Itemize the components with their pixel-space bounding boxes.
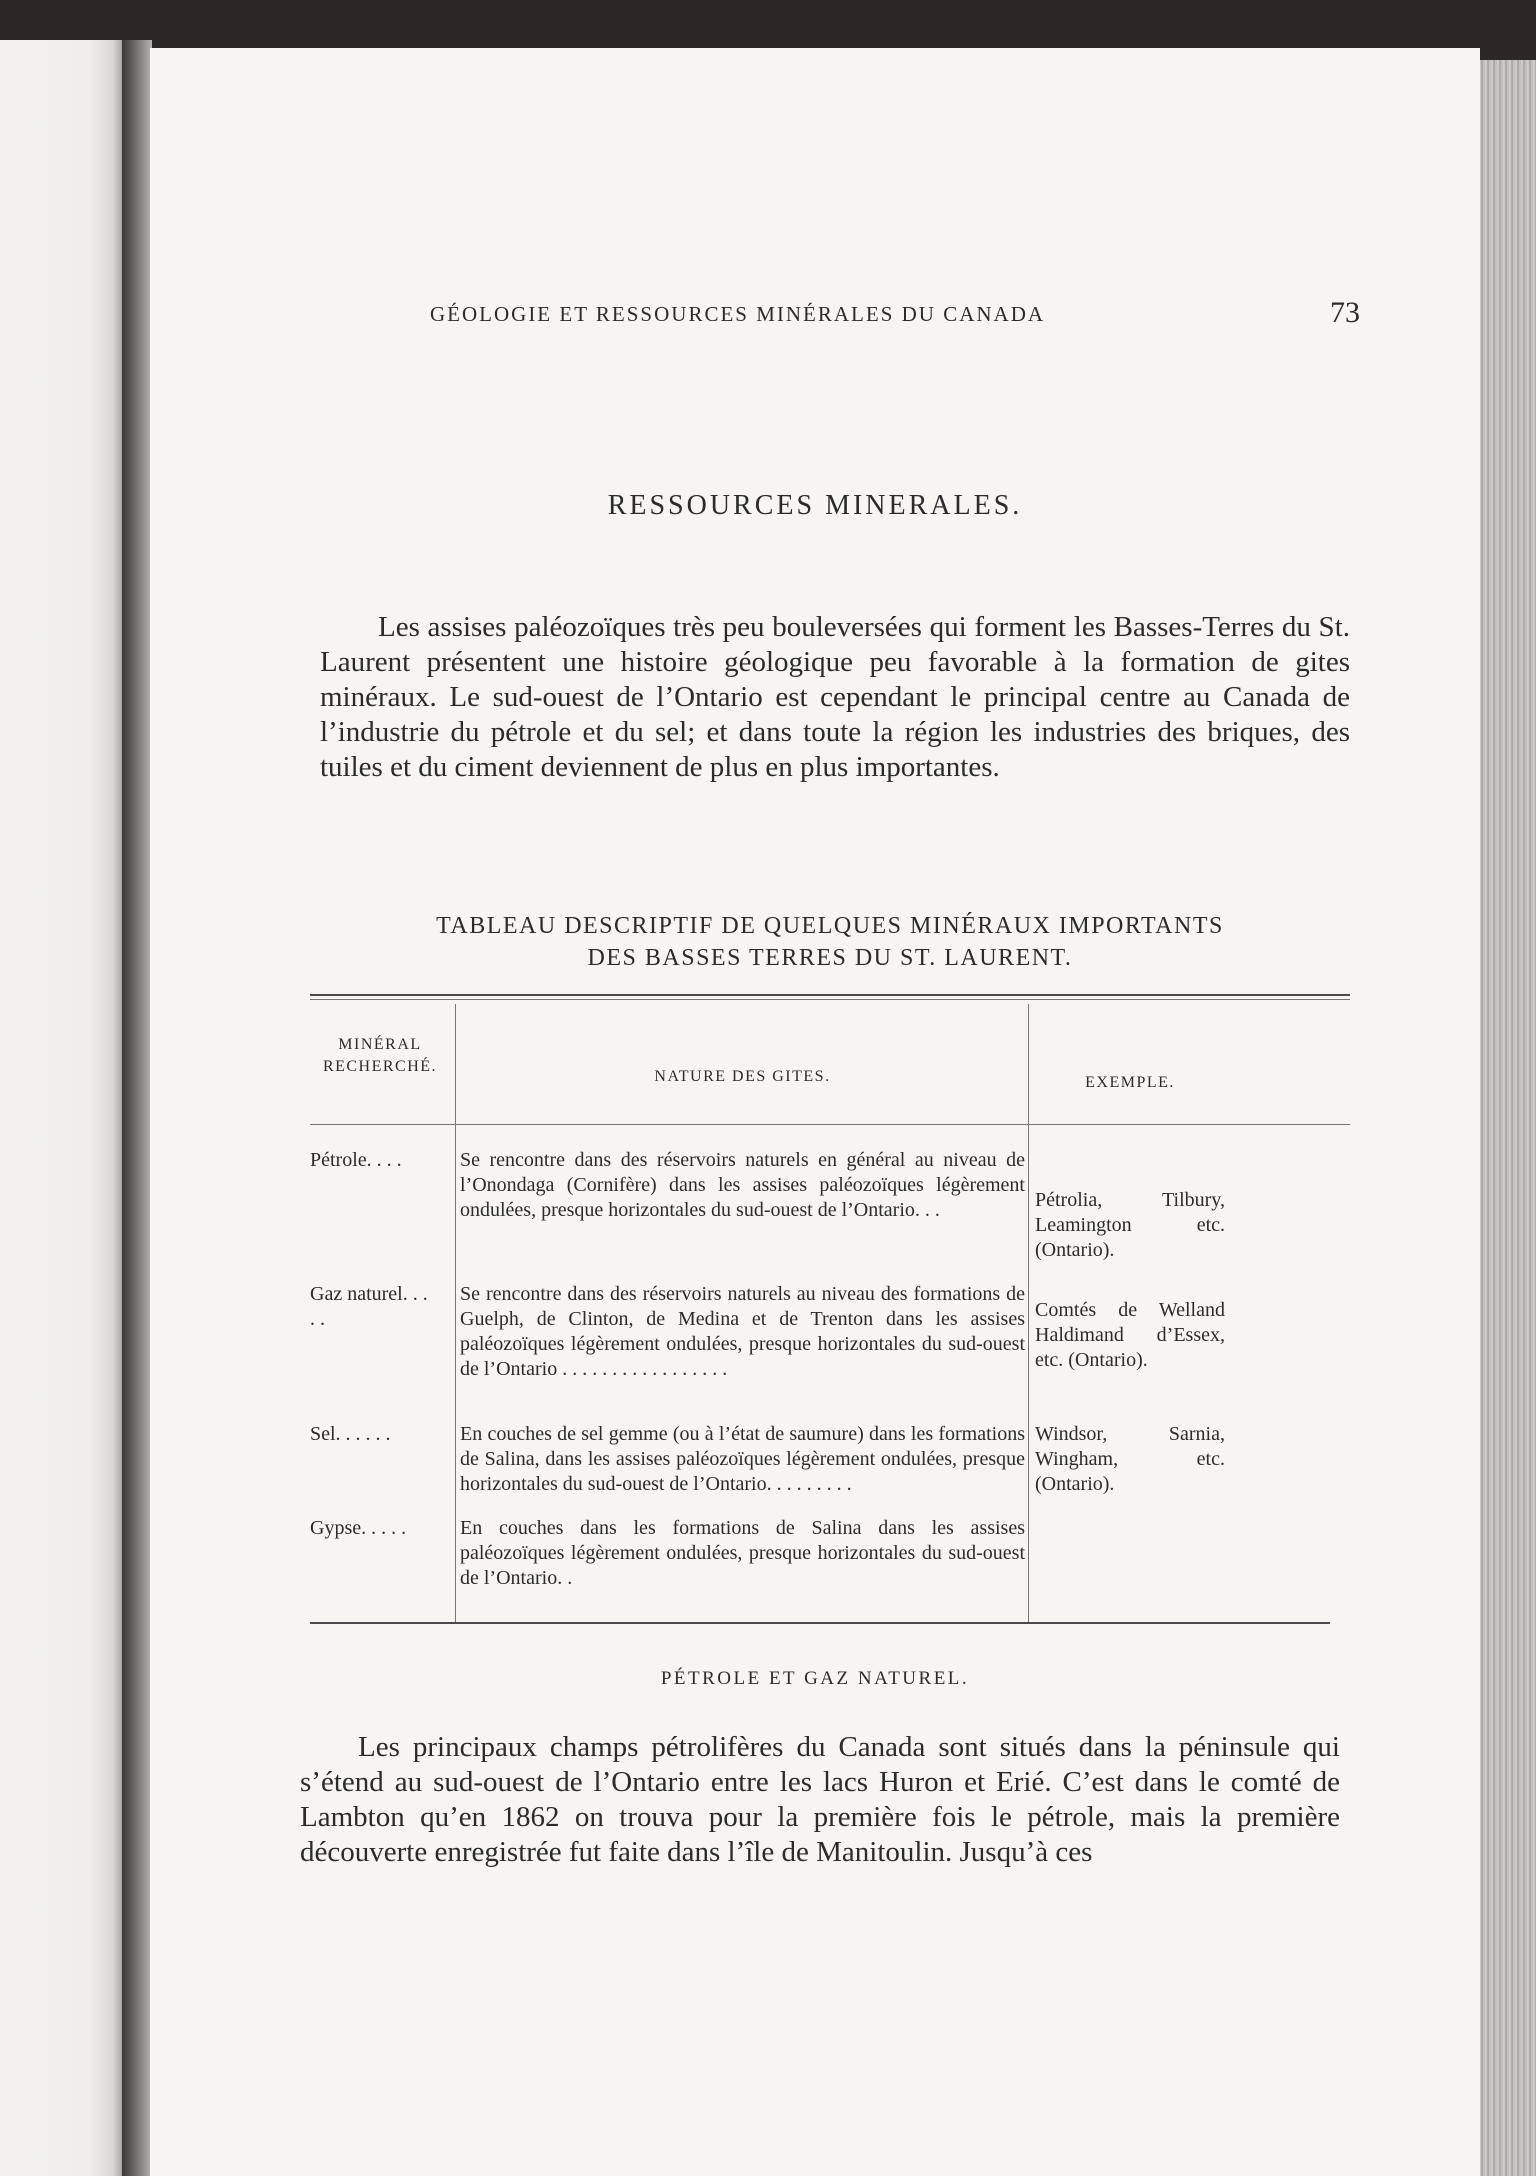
header-mineral: MINÉRAL RECHERCHÉ. bbox=[322, 1036, 438, 1075]
subsection-title: PÉTROLE ET GAZ NATUREL. bbox=[660, 1668, 970, 1689]
mineral-gypse: Gypse. . . . . bbox=[310, 1517, 407, 1539]
nature-petrole: Se rencontre dans des réservoirs naturels en général au niveau de l’Onondaga (Cornifère) dans les assises paléozoïques légèrement ondulées, presque horizontales du sud-ouest de l’Ontario. . . bbox=[460, 1149, 1025, 1221]
column-divider-2 bbox=[1028, 1004, 1029, 1624]
nature-sel: En couches de sel gemme (ou à l’état de saumure) dans les formations de Salina, dans les assises paléozoïques légèrement ondulées, presque horizontales du sud-ouest de l’Ontario. . . . . . . . . bbox=[460, 1423, 1025, 1495]
header-nature: NATURE DES GITES. bbox=[654, 1068, 831, 1085]
page-edges bbox=[1478, 60, 1536, 2176]
section-title: RESSOURCES MINERALES. bbox=[607, 490, 1023, 521]
mineral-sel: Sel. . . . . . bbox=[310, 1423, 391, 1445]
table-top-rule bbox=[310, 994, 1350, 996]
header-example: EXEMPLE. bbox=[1085, 1074, 1175, 1091]
running-title: GÉOLOGIE ET RESSOURCES MINÉRALES DU CANADA bbox=[430, 302, 1046, 326]
column-divider-1 bbox=[455, 1004, 456, 1624]
mineral-petrole: Pétrole. . . . bbox=[310, 1149, 402, 1171]
mineral-gaz-naturel: Gaz naturel. . . . . bbox=[310, 1283, 428, 1330]
example-gaz-naturel: Comtés de Welland Haldimand d’Essex, etc. (Ontario). bbox=[1035, 1299, 1225, 1371]
intro-paragraph-text: Les assises paléozoïques très peu bouleversées qui forment les Basses-Terres du St. Laurent présentent une histoire géologique peu favorable à la formation de gites minéraux. Le sud-ouest de l’Ontario est cependant le principal centre au Canada de l’industrie du pétrole et du sel; et dans toute la région les industries des briques, des tuiles et du ciment deviennent de plus en plus importantes. bbox=[320, 611, 1350, 783]
nature-gaz-naturel: Se rencontre dans des réservoirs naturels au niveau des formations de Guelph, de Clinton, de Medina et de Trenton dans les assises paléozoïques légèrement ondulées, presque horizontales du sud-ouest de l’Ontario . . . . . . . . . . . . . . . . . bbox=[460, 1283, 1025, 1380]
left-page-leaf bbox=[0, 40, 128, 2176]
table-caption-line-1: TABLEAU DESCRIPTIF DE QUELQUES MINÉRAUX IMPORTANTS bbox=[436, 913, 1224, 939]
page-number: 73 bbox=[1330, 296, 1360, 329]
table-top-rule-inner bbox=[310, 999, 1350, 1000]
table-caption bbox=[310, 910, 1350, 974]
minerals-table bbox=[310, 994, 1350, 1644]
petroleum-paragraph-text: Les principaux champs pétrolifères du Canada sont situés dans la péninsule qui s’étend au sud-ouest de l’Ontario entre les lacs Huron et Erié. C’est dans le comté de Lambton qu’en 1862 on trouva pour la première fois le pétrole, mais la première découverte enregistrée fut faite dans l’île de Manitoulin. Jusqu’à ces bbox=[300, 1731, 1340, 1868]
petroleum-paragraph bbox=[300, 1730, 1340, 1870]
book-page bbox=[150, 48, 1480, 2176]
intro-paragraph bbox=[320, 610, 1350, 785]
table-bottom-rule bbox=[310, 1622, 1330, 1624]
nature-gypse: En couches dans les formations de Salina dans les assises paléozoïques légèrement ondulées, presque horizontales du sud-ouest de l’Ontario. . bbox=[460, 1517, 1025, 1589]
example-petrole: Pétrolia, Tilbury, Leamington etc. (Ontario). bbox=[1035, 1189, 1225, 1261]
table-caption-line-2: DES BASSES TERRES DU ST. LAURENT. bbox=[587, 945, 1073, 971]
example-sel-gypse: Windsor, Sarnia, Wingham, etc. (Ontario). bbox=[1035, 1423, 1225, 1495]
book-gutter bbox=[122, 40, 152, 2176]
header-rule bbox=[310, 1124, 1350, 1125]
